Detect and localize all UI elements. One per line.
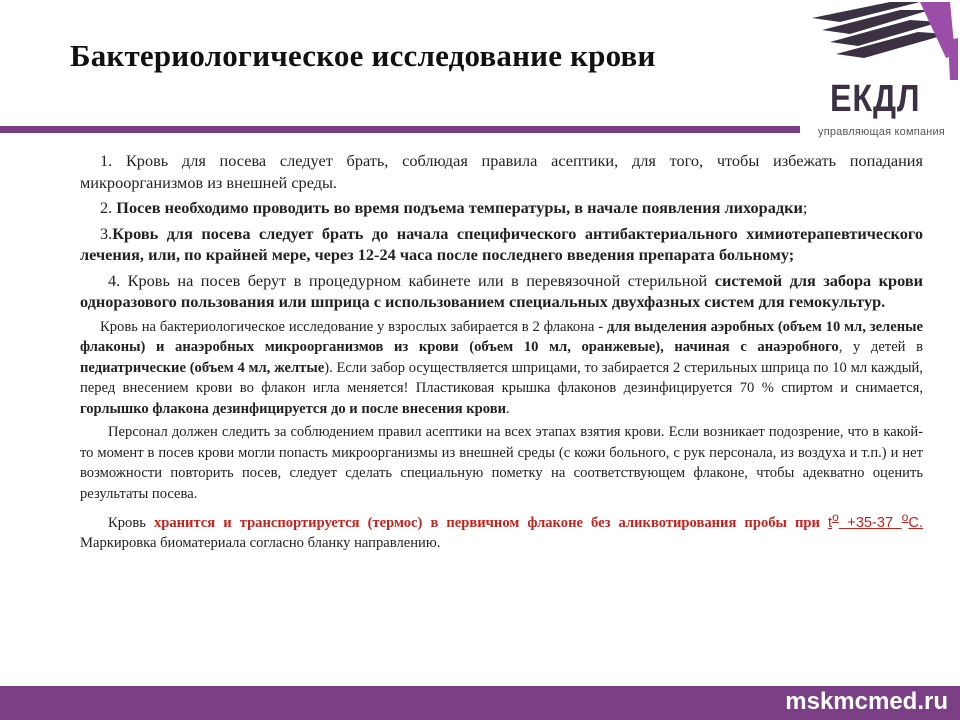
paragraph-7-text-h: Маркировка биоматериала согласно бланку направлению. — [80, 535, 441, 552]
paragraph-4 — [80, 270, 923, 313]
paragraph-7 — [80, 507, 923, 554]
paragraph-6 — [80, 422, 923, 504]
paragraph-3 — [80, 223, 923, 266]
paragraph-2-number: 2. — [100, 198, 117, 217]
paragraph-5 — [80, 317, 923, 420]
paragraph-5-text-a: Кровь на бактериологическое исследование у взрослых забирается в 2 флакона - — [100, 318, 607, 335]
paragraph-5-bold-b: для выделения аэробных (объем 10 мл, зеленые флаконы) и анаэробных микроорганизмов из крови (объем 10 мл, оранжевые), начиная с анаэробного — [80, 318, 923, 355]
paragraph-1 — [80, 150, 923, 193]
paragraph-2 — [80, 197, 923, 219]
paragraph-6-text: Персонал должен следить за соблюдением правил асептики на всех этапах взятия крови. Если возникает подозрение, что в какой-то момент в посев крови могли попасть микроорганизмы из внешней среды (с кожи больного, с рук персонала, из воздуха и т.п.) и нет возможности повторить посев, следует сделать специальную пометку на соответствующем флаконе, чтобы адекватно оценить результаты посева. — [80, 424, 923, 502]
temperature-degree-2: о — [901, 510, 909, 524]
paragraph-5-bold-f: горлышко флакона дезинфицируется до и после внесения крови — [80, 400, 507, 417]
paragraph-3-number: 3. — [100, 223, 113, 243]
paragraph-4-bold: системой для забора крови одноразового пользования или шприца с использованием специальных двухфазных систем для гемокультур. — [80, 270, 923, 311]
paragraph-3-bold: Кровь для посева следует брать до начала специфического антибактериального химиотерапевтического лечения, или, по крайней мере, через 12-24 часа после последнего введения препарата больному; — [80, 223, 923, 264]
paragraph-7-red-bold: хранится и транспортируется (термос) в первичном флаконе без аликвотирования пробы при — [153, 514, 828, 531]
logo-word: ЕКДЛ — [830, 78, 921, 120]
temperature-degree: о — [832, 510, 839, 524]
logo-subtitle: управляющая компания — [818, 126, 945, 138]
paragraph-5-text-e: ). Если забор осуществляется шприцами, то забирается 2 стерильных шприца по 10 мл каждый, перед внесением крови во флакон игла меняется! Пластиковая крышка флаконов дезинфицируется 70 % спиртом и снимается, — [80, 359, 924, 396]
paragraph-7-text-a: Кровь — [108, 514, 154, 531]
footer-site-label: mskmcmed.ru — [785, 688, 948, 715]
paragraph-2-bold: Посев необходимо проводить во время подъема температуры, в начале появления лихорадки — [116, 198, 803, 217]
page-title: Бактериологическое исследование крови — [70, 38, 656, 73]
paragraph-4-text: 4. Кровь на посев берут в процедурном кабинете или в перевязочной стерильной — [108, 270, 715, 290]
temperature-range: +35-37 — [838, 514, 902, 531]
paragraph-2-end: ; — [802, 198, 808, 217]
temperature-t: t — [828, 514, 833, 531]
document-body — [80, 150, 923, 557]
paragraph-5-text-c: , у детей в — [838, 339, 923, 355]
paragraph-1-text: 1. Кровь для посева следует брать, соблюдая правила асептики, для того, чтобы избежать попадания микроорганизмов из внешней среды. — [80, 151, 923, 192]
company-logo — [800, 0, 960, 145]
paragraph-5-bold-d: педиатрические (объем 4 мл, желтые — [80, 359, 325, 376]
footer-bar — [0, 686, 960, 720]
paragraph-5-text-g: . — [506, 400, 510, 417]
temperature-unit: С. — [908, 514, 923, 531]
header-divider — [0, 126, 800, 133]
